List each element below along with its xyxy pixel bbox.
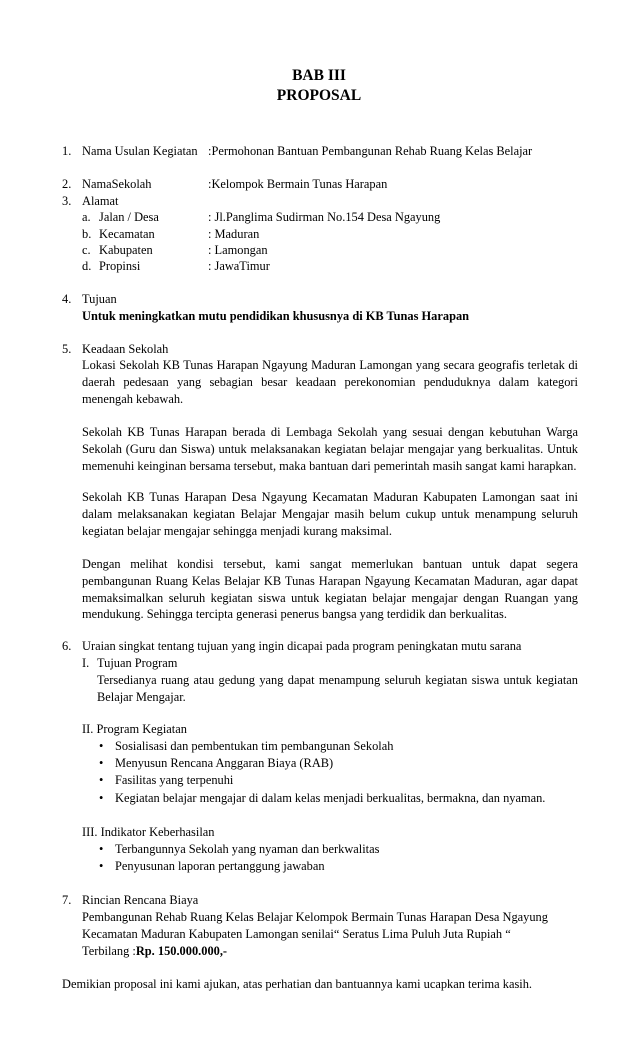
- alamat-letter: c.: [82, 243, 91, 257]
- keadaan-paragraph-3: Sekolah KB Tunas Harapan Desa Ngayung Kecamatan Maduran Kabupaten Lamongan saat ini dalam melaksanakan kegiatan Belajar Mengajar masih belum cukup untuk menampung seluruh kegiatan belajar mengajar sehingga menjadi kurang maksimal.: [82, 490, 578, 538]
- bullet-icon: •: [99, 842, 104, 856]
- tujuan-program-number: I.: [82, 656, 90, 670]
- alamat-kecamatan-value: : Maduran: [208, 227, 260, 241]
- item-number: 5.: [62, 342, 72, 356]
- alamat-label: Alamat: [82, 194, 119, 208]
- nama-sekolah-value: :Kelompok Bermain Tunas Harapan: [208, 177, 388, 191]
- item-number: 6.: [62, 639, 72, 653]
- bullet-icon: •: [99, 773, 104, 787]
- rincian-line-2: Kecamatan Maduran Kabupaten Lamongan senilai“ Seratus Lima Puluh Juta Rupiah “: [82, 927, 511, 941]
- terbilang-amount: Rp. 150.000.000,-: [135, 944, 228, 958]
- program-kegiatan-label: II. Program Kegiatan: [82, 722, 187, 736]
- rincian-label: Rincian Rencana Biaya: [82, 893, 199, 907]
- nama-sekolah-label: NamaSekolah: [82, 177, 152, 191]
- indikator-label: III. Indikator Keberhasilan: [82, 825, 215, 839]
- indikator-item: Penyusunan laporan pertanggung jawaban: [115, 859, 325, 873]
- alamat-kabupaten-label: Kabupaten: [99, 243, 153, 257]
- page-title: PROPOSAL: [276, 87, 362, 104]
- uraian-label: Uraian singkat tentang tujuan yang ingin dicapai pada program peningkatan mutu sarana: [82, 639, 522, 653]
- bullet-icon: •: [99, 859, 104, 873]
- tujuan-text: Untuk meningkatkan mutu pendidikan khususnya di KB Tunas Harapan: [82, 309, 470, 323]
- alamat-kecamatan-label: Kecamatan: [99, 227, 155, 241]
- keadaan-paragraph-4: Dengan melihat kondisi tersebut, kami sangat memerlukan bantuan untuk dapat segera pembangunan Ruang Kelas Belajar KB Tunas Harapan Ngayung Kecamatan Maduran, agar dapat memaksimalkan seluruh kegiatan siswa untuk kegiatan belajar mengajar dengan Ruangan yang mendukung. Sehingga tercipta generasi penerus bangsa yang terdidik dan berkualitas.: [82, 557, 578, 622]
- item-number: 3.: [62, 194, 72, 208]
- program-kegiatan-item: Fasilitas yang terpenuhi: [115, 773, 234, 787]
- terbilang-prefix: Terbilang :: [82, 944, 136, 958]
- alamat-letter: b.: [82, 227, 92, 241]
- item-number: 7.: [62, 893, 72, 907]
- keadaan-paragraph-1: Lokasi Sekolah KB Tunas Harapan Ngayung Maduran Lamongan yang secara geografis terletak di daerah pedesaan yang sebagian besar keadaan perekonomian penduduknya dalam kategori menengah kebawah.: [82, 358, 578, 406]
- program-kegiatan-item: Sosialisasi dan pembentukan tim pembangunan Sekolah: [115, 739, 394, 753]
- program-kegiatan-item: Kegiatan belajar mengajar di dalam kelas menjadi berkualitas, bermakna, dan nyaman.: [115, 791, 546, 805]
- bullet-icon: •: [99, 739, 104, 753]
- alamat-propinsi-label: Propinsi: [99, 259, 141, 273]
- keadaan-label: Keadaan Sekolah: [82, 342, 169, 356]
- item-number: 4.: [62, 292, 72, 306]
- keadaan-paragraph-2: Sekolah KB Tunas Harapan berada di Lembaga Sekolah yang sesuai dengan kebutuhan Warga Sekolah (Guru dan Siswa) untuk melaksanakan kegiatan belajar mengajar yang berkualitas. Untuk memenuhi keinginan bersama tersebut, maka bantuan dari pemerintah masih sangat kami harapkan.: [82, 425, 578, 473]
- alamat-kabupaten-value: : Lamongan: [208, 243, 268, 257]
- tujuan-label: Tujuan: [82, 292, 117, 306]
- bullet-icon: •: [99, 756, 104, 770]
- rincian-line-1: Pembangunan Rehab Ruang Kelas Belajar Kelompok Bermain Tunas Harapan Desa Ngayung: [82, 910, 548, 924]
- terbilang: [82, 943, 227, 960]
- closing-statement: Demikian proposal ini kami ajukan, atas perhatian dan bantuannya kami ucapkan terima kasih.: [62, 977, 533, 991]
- tujuan-program-text: Tersedianya ruang atau gedung yang dapat menampung seluruh kegiatan siswa untuk kegiatan Belajar Mengajar.: [97, 673, 578, 704]
- alamat-jalan-label: Jalan / Desa: [99, 210, 159, 224]
- alamat-propinsi-value: : JawaTimur: [208, 259, 270, 273]
- item-number: 2.: [62, 177, 72, 191]
- bullet-icon: •: [99, 791, 104, 805]
- indikator-item: Terbangunnya Sekolah yang nyaman dan berkwalitas: [115, 842, 380, 856]
- program-kegiatan-item: Menyusun Rencana Anggaran Biaya (RAB): [115, 756, 334, 770]
- tujuan-program-label: Tujuan Program: [97, 656, 178, 670]
- nama-usulan-label: Nama Usulan Kegiatan: [82, 144, 198, 158]
- alamat-letter: a.: [82, 210, 91, 224]
- chapter-heading: BAB III: [292, 67, 346, 84]
- alamat-letter: d.: [82, 259, 92, 273]
- nama-usulan-value: :Permohonan Bantuan Pembangunan Rehab Ruang Kelas Belajar: [208, 144, 533, 158]
- alamat-jalan-value: : Jl.Panglima Sudirman No.154 Desa Ngayung: [208, 210, 441, 224]
- item-number: 1.: [62, 144, 72, 158]
